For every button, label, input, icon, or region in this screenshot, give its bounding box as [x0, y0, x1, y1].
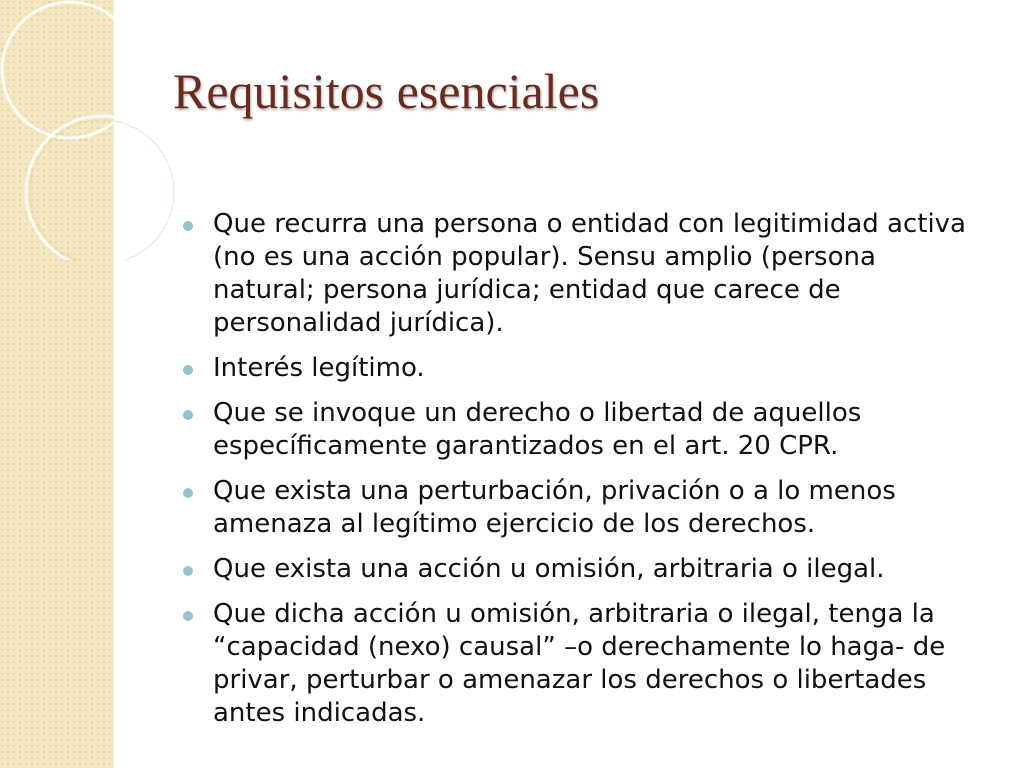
bullet-text: Que se invoque un derecho o libertad de aquellos específicamente garantizados en el art. 20 CPR. — [213, 398, 862, 461]
bullet-item — [183, 553, 983, 586]
bullet-text: Interés legítimo. — [213, 353, 425, 383]
slide-title: Requisitos esenciales — [173, 63, 600, 119]
bullet-item — [183, 208, 983, 340]
bullet-dot-icon — [183, 221, 193, 231]
side-band-edge — [112, 0, 115, 768]
bullet-dot-icon — [183, 611, 193, 621]
bullet-dot-icon — [183, 566, 193, 576]
bullet-item — [183, 397, 983, 463]
bullet-dot-icon — [183, 410, 193, 420]
bullet-item — [183, 598, 983, 730]
bullet-item — [183, 475, 983, 541]
bullet-dot-icon — [183, 488, 193, 498]
bullet-text: Que exista una perturbación, privación o a lo menos amenaza al legítimo ejercicio de los derechos. — [213, 476, 896, 539]
decorative-side-band — [0, 0, 112, 768]
bullet-text: Que dicha acción u omisión, arbitraria o ilegal, tenga la “capacidad (nexo) causal” –o derechamente lo haga- de privar, perturbar o amenazar los derechos o libertades antes indicadas. — [213, 599, 946, 728]
bullet-dot-icon — [183, 365, 193, 375]
bullet-item — [183, 352, 983, 385]
bullet-text: Que recurra una persona o entidad con legitimidad activa (no es una acción popular). Sensu amplio (persona natural; persona jurídica; entidad que carece de personalidad jurídica). — [213, 209, 966, 338]
bullet-list — [183, 208, 983, 742]
bullet-text: Que exista una acción u omisión, arbitraria o ilegal. — [213, 554, 885, 584]
